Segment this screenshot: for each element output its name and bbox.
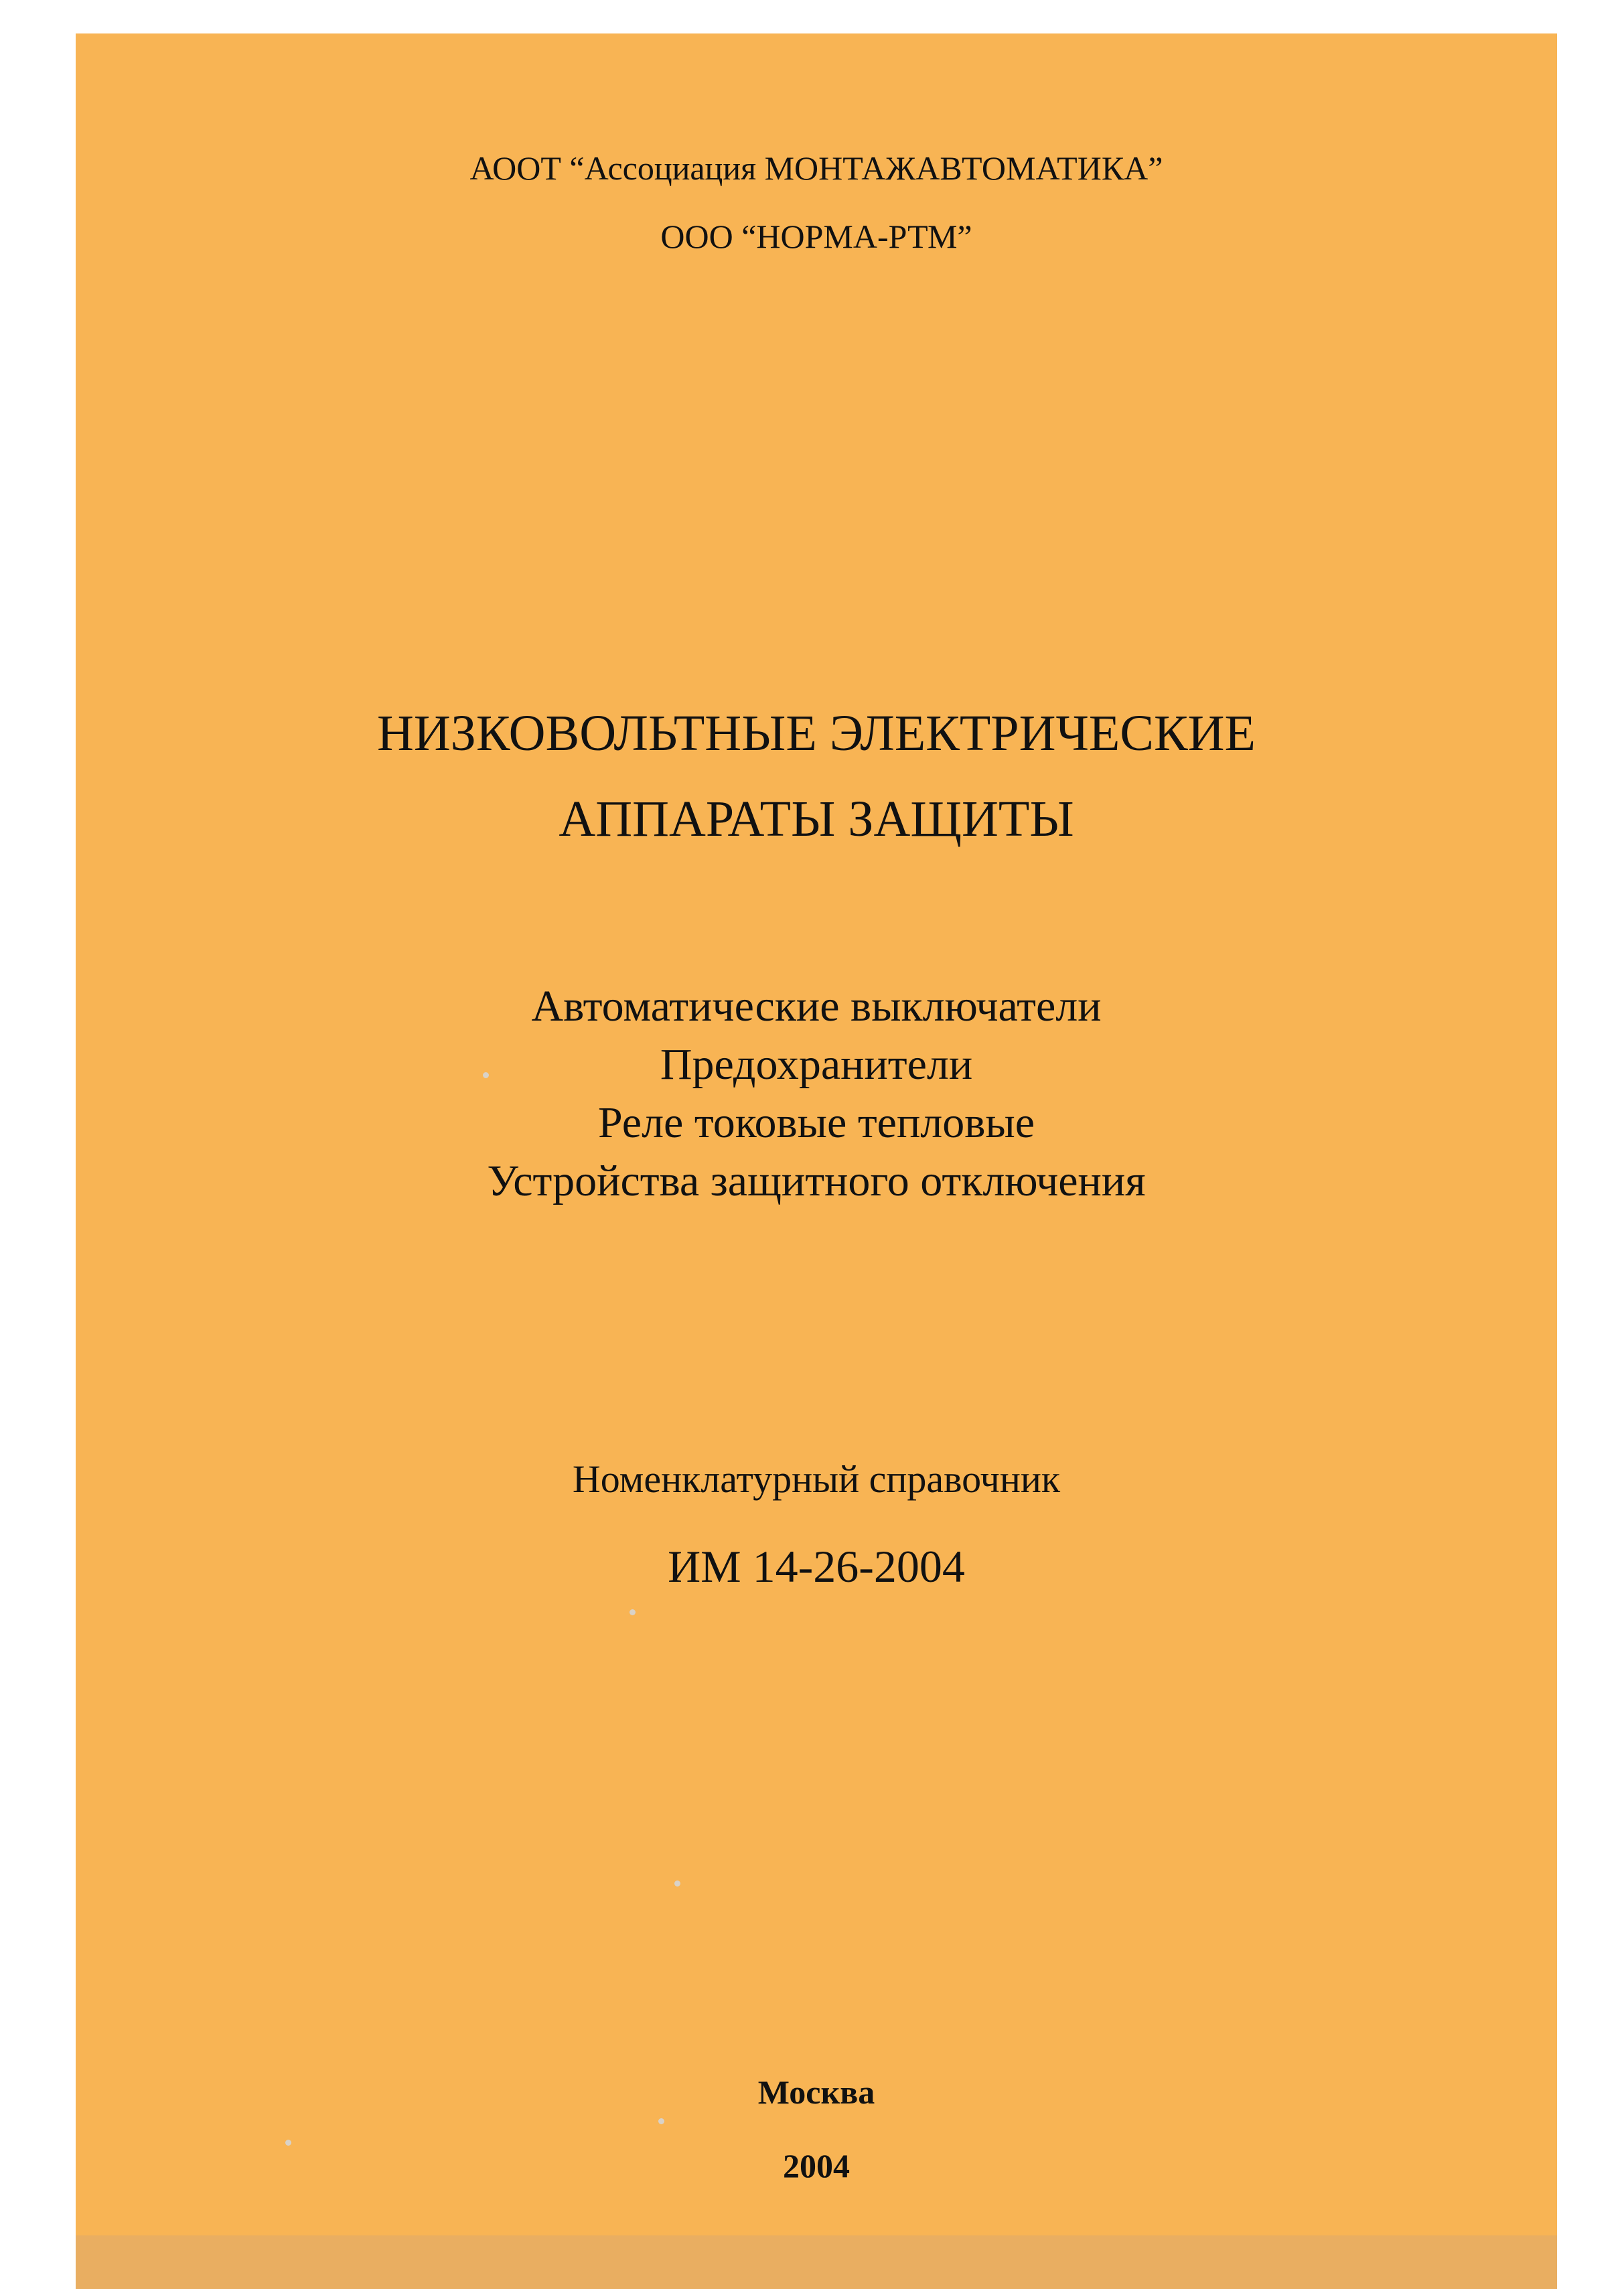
cover-bottom-band: [76, 2235, 1557, 2289]
document-code: ИМ 14-26-2004: [668, 1541, 965, 1592]
publication-city: Москва: [757, 2073, 875, 2111]
scan-speck: [285, 2140, 291, 2146]
scan-speck: [674, 1880, 680, 1887]
subject-line-2: Предохранители: [660, 1040, 973, 1089]
publisher-line-1: АООТ “Ассоциация МОНТАЖАВТОМАТИКА”: [469, 149, 1163, 187]
title-line-2: АППАРАТЫ ЗАЩИТЫ: [559, 791, 1074, 847]
subject-line-4: Устройства защитного отключения: [487, 1157, 1146, 1205]
document-cover: [76, 33, 1557, 2289]
title-line-1: НИЗКОВОЛЬТНЫЕ ЭЛЕКТРИЧЕСКИЕ: [377, 705, 1256, 761]
publication-year: 2004: [783, 2147, 850, 2185]
publisher-line-2: ООО “НОРМА-РТМ”: [660, 218, 972, 255]
scan-speck: [630, 1609, 636, 1615]
scan-speck: [658, 2118, 664, 2124]
subject-line-1: Автоматические выключатели: [531, 982, 1102, 1031]
scan-speck: [483, 1072, 489, 1078]
subject-line-3: Реле токовые тепловые: [597, 1098, 1035, 1147]
document-kind: Номенклатурный справочник: [572, 1457, 1061, 1501]
